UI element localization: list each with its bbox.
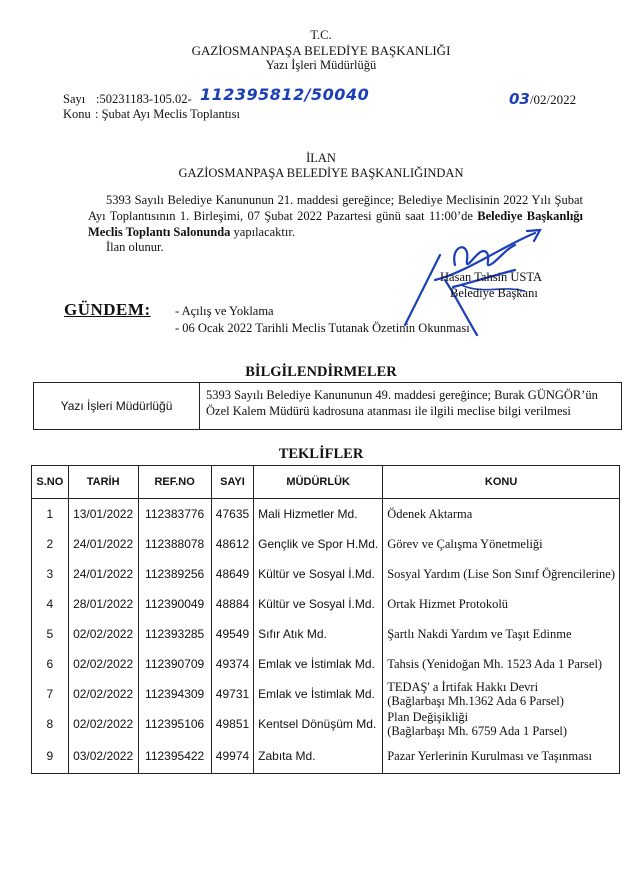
cell-date <box>68 529 138 559</box>
header-department: Yazı İşleri Müdürlüğü <box>265 58 377 72</box>
table-header-row <box>32 466 620 499</box>
cell-sno-text: 7 <box>46 687 54 701</box>
cell-date <box>68 499 138 530</box>
cell-ref-text: 112390709 <box>145 657 205 671</box>
cell-ref <box>138 589 211 619</box>
cell-date <box>68 649 138 679</box>
cell-sayi-text: 48612 <box>215 537 250 551</box>
cell-subject <box>383 529 620 559</box>
cell-sayi-text: 49974 <box>215 749 250 763</box>
table-row <box>32 649 620 679</box>
cell-department-text: Mali Hizmetler Md. <box>258 507 358 521</box>
cell-department-text: Emlak ve İstimlak Md. <box>258 687 375 701</box>
cell-department-text: Kültür ve Sosyal İ.Md. <box>258 567 375 581</box>
cell-sayi-text: 48649 <box>215 567 250 581</box>
cell-sno <box>32 709 69 739</box>
cell-department <box>254 649 383 679</box>
cell-sno <box>32 559 69 589</box>
cell-department <box>254 529 383 559</box>
header-department: MÜDÜRLÜK <box>254 466 383 499</box>
cell-date-text: 02/02/2022 <box>73 717 134 731</box>
cell-date <box>68 739 138 774</box>
cell-department <box>254 589 383 619</box>
header-date: TARİH <box>68 466 138 499</box>
cell-department <box>254 499 383 530</box>
cell-sayi-text: 49549 <box>215 627 250 641</box>
cell-department <box>254 619 383 649</box>
info-department: Yazı İşleri Müdürlüğü <box>34 383 200 429</box>
cell-sno-text: 4 <box>46 597 54 611</box>
cell-ref-text: 112388078 <box>145 537 205 551</box>
konu-value: : Şubat Ayı Meclis Toplantısı <box>95 107 240 121</box>
agenda-item: - 06 Ocak 2022 Tarihli Meclis Tutanak Özetinin Okunması <box>175 321 470 335</box>
cell-subject <box>383 499 620 530</box>
announcement-closing: İlan olunur. <box>106 240 164 254</box>
table-row <box>32 619 620 649</box>
table-row <box>32 499 620 530</box>
cell-ref <box>138 649 211 679</box>
document-date <box>509 90 576 108</box>
cell-ref-text: 112395422 <box>145 749 205 763</box>
table-row <box>32 529 620 559</box>
cell-date-text: 24/01/2022 <box>73 537 134 551</box>
announcement-body-location: Belediye Başkanlığı Meclis Toplantı Salonunda <box>88 209 584 239</box>
cell-department <box>254 679 383 709</box>
sayi-handwritten-number: 112395812/50040 <box>200 85 370 104</box>
cell-subject-text: Görev ve Çalışma Yönetmeliği <box>387 536 543 551</box>
cell-sno <box>32 739 69 774</box>
cell-subject-text: Plan Değişikliği <box>387 710 469 724</box>
cell-department <box>254 739 383 774</box>
cell-subject <box>383 679 620 709</box>
announcement-body-end: yapılacaktır. <box>230 225 295 239</box>
announcement-body-text: 5393 Sayılı Belediye Kanununun 21. maddesi gereğince; Belediye Meclisinin 2022 Yılı Şubat Ayı Toplantısının 1. Birleşimi, 07 Şubat 2022 Pazartesi günü saat 11:00’de <box>88 193 583 223</box>
header-ref: REF.NO <box>138 466 211 499</box>
cell-subject-detail: (Bağlarbaşı Mh. 6759 Ada 1 Parsel) <box>387 724 568 738</box>
cell-date <box>68 619 138 649</box>
table-row <box>32 589 620 619</box>
date-printed: /02/2022 <box>529 92 577 107</box>
cell-department-text: Zabıta Md. <box>258 749 316 763</box>
agenda-item: - Açılış ve Yoklama <box>175 304 274 318</box>
cell-sayi <box>211 559 253 589</box>
header-institution: GAZİOSMANPAŞA BELEDİYE BAŞKANLIĞI <box>191 43 451 58</box>
cell-sno <box>32 679 69 709</box>
cell-subject <box>383 709 620 739</box>
date-handwritten-day: 03 <box>509 90 530 108</box>
info-text: 5393 Sayılı Belediye Kanununun 49. maddesi gereğince; Burak GÜNGÖR’ün Özel Kalem Müdürü kadrosuna atanması ile ilgili meclise bilgi verilmesi <box>206 388 598 418</box>
cell-subject <box>383 619 620 649</box>
cell-sno <box>32 499 69 530</box>
cell-date <box>68 679 138 709</box>
cell-date-text: 02/02/2022 <box>73 657 134 671</box>
cell-sno-text: 8 <box>46 717 54 731</box>
cell-date <box>68 709 138 739</box>
cell-sayi <box>211 739 253 774</box>
table-row <box>32 679 620 709</box>
header-tc: T.C. <box>310 28 332 42</box>
agenda-title: GÜNDEM: <box>64 300 151 319</box>
cell-ref-text: 112393285 <box>145 627 205 641</box>
cell-sayi <box>211 529 253 559</box>
cell-department-text: Emlak ve İstimlak Md. <box>258 657 375 671</box>
cell-subject-text: Tahsis (Yenidoğan Mh. 1523 Ada 1 Parsel) <box>387 656 603 671</box>
announcement-subtitle: GAZİOSMANPAŞA BELEDİYE BAŞKANLIĞINDAN <box>178 166 464 180</box>
cell-ref <box>138 739 211 774</box>
signatory-title: Belediye Başkanı <box>450 286 538 300</box>
cell-subject-text: Sosyal Yardım (Lise Son Sınıf Öğrencilerine) <box>387 566 615 581</box>
announcement-title: İLAN <box>306 151 336 165</box>
info-box <box>33 382 622 430</box>
cell-sno-text: 1 <box>46 507 54 521</box>
cell-date-text: 13/01/2022 <box>73 507 134 521</box>
cell-ref-text: 112395106 <box>145 717 205 731</box>
cell-sayi <box>211 709 253 739</box>
cell-sayi-text: 48884 <box>215 597 250 611</box>
cell-date-text: 03/02/2022 <box>73 749 134 763</box>
cell-ref-text: 112394309 <box>145 687 205 701</box>
table-row <box>32 739 620 774</box>
konu-label: Konu <box>63 107 91 121</box>
cell-department-text: Sıfır Atık Md. <box>258 627 327 641</box>
cell-ref <box>138 529 211 559</box>
cell-ref <box>138 679 211 709</box>
cell-ref <box>138 559 211 589</box>
cell-sayi-text: 49851 <box>215 717 250 731</box>
cell-ref <box>138 499 211 530</box>
cell-subject-text: Şartlı Nakdi Yardım ve Taşıt Edinme <box>387 626 572 641</box>
cell-sayi-text: 49731 <box>215 687 250 701</box>
cell-department-text: Kültür ve Sosyal İ.Md. <box>258 597 375 611</box>
proposals-section-title: TEKLİFLER <box>278 446 364 462</box>
info-section-title: BİLGİLENDİRMELER <box>245 364 397 380</box>
header-subject: KONU <box>383 466 620 499</box>
cell-department-text: Gençlik ve Spor H.Md. <box>258 537 379 551</box>
cell-department <box>254 559 383 589</box>
cell-sayi <box>211 589 253 619</box>
cell-subject-detail: (Bağlarbaşı Mh.1362 Ada 6 Parsel) <box>387 694 564 708</box>
cell-sayi-text: 49374 <box>215 657 250 671</box>
cell-ref <box>138 709 211 739</box>
header-sayi: SAYI <box>211 466 253 499</box>
header-sno: S.NO <box>32 466 69 499</box>
cell-subject-text: TEDAŞ' a İrtifak Hakkı Devri <box>387 680 539 694</box>
cell-ref-text: 112389256 <box>145 567 205 581</box>
cell-department <box>254 709 383 739</box>
cell-sno-text: 2 <box>46 537 54 551</box>
cell-sno-text: 6 <box>46 657 54 671</box>
cell-sayi <box>211 619 253 649</box>
table-row <box>32 709 620 739</box>
cell-date <box>68 589 138 619</box>
cell-sno <box>32 589 69 619</box>
cell-subject-text: Pazar Yerlerinin Kurulması ve Taşınması <box>387 748 592 763</box>
table-row <box>32 559 620 589</box>
cell-subject <box>383 559 620 589</box>
cell-date-text: 24/01/2022 <box>73 567 134 581</box>
cell-sno <box>32 529 69 559</box>
cell-date-text: 02/02/2022 <box>73 627 134 641</box>
cell-subject <box>383 649 620 679</box>
cell-sayi-text: 47635 <box>215 507 250 521</box>
cell-sno-text: 5 <box>46 627 54 641</box>
cell-sayi <box>211 679 253 709</box>
cell-sno-text: 3 <box>46 567 54 581</box>
cell-sno <box>32 649 69 679</box>
cell-date-text: 28/01/2022 <box>73 597 134 611</box>
cell-ref <box>138 619 211 649</box>
cell-sno-text: 9 <box>46 749 54 763</box>
cell-subject <box>383 739 620 774</box>
cell-ref-text: 112383776 <box>145 507 205 521</box>
sayi-value: :50231183-105.02- <box>96 92 192 106</box>
signatory-name: Hasan Tahsin USTA <box>440 270 543 284</box>
proposals-table <box>31 465 620 774</box>
cell-date-text: 02/02/2022 <box>73 687 134 701</box>
cell-sno <box>32 619 69 649</box>
cell-date <box>68 559 138 589</box>
cell-department-text: Kentsel Dönüşüm Md. <box>258 717 377 731</box>
sayi-label: Sayı <box>63 92 86 106</box>
cell-sayi <box>211 499 253 530</box>
cell-ref-text: 112390049 <box>145 597 205 611</box>
cell-subject <box>383 589 620 619</box>
cell-sayi <box>211 649 253 679</box>
cell-subject-text: Ortak Hizmet Protokolü <box>387 596 509 611</box>
cell-subject-text: Ödenek Aktarma <box>387 506 473 521</box>
